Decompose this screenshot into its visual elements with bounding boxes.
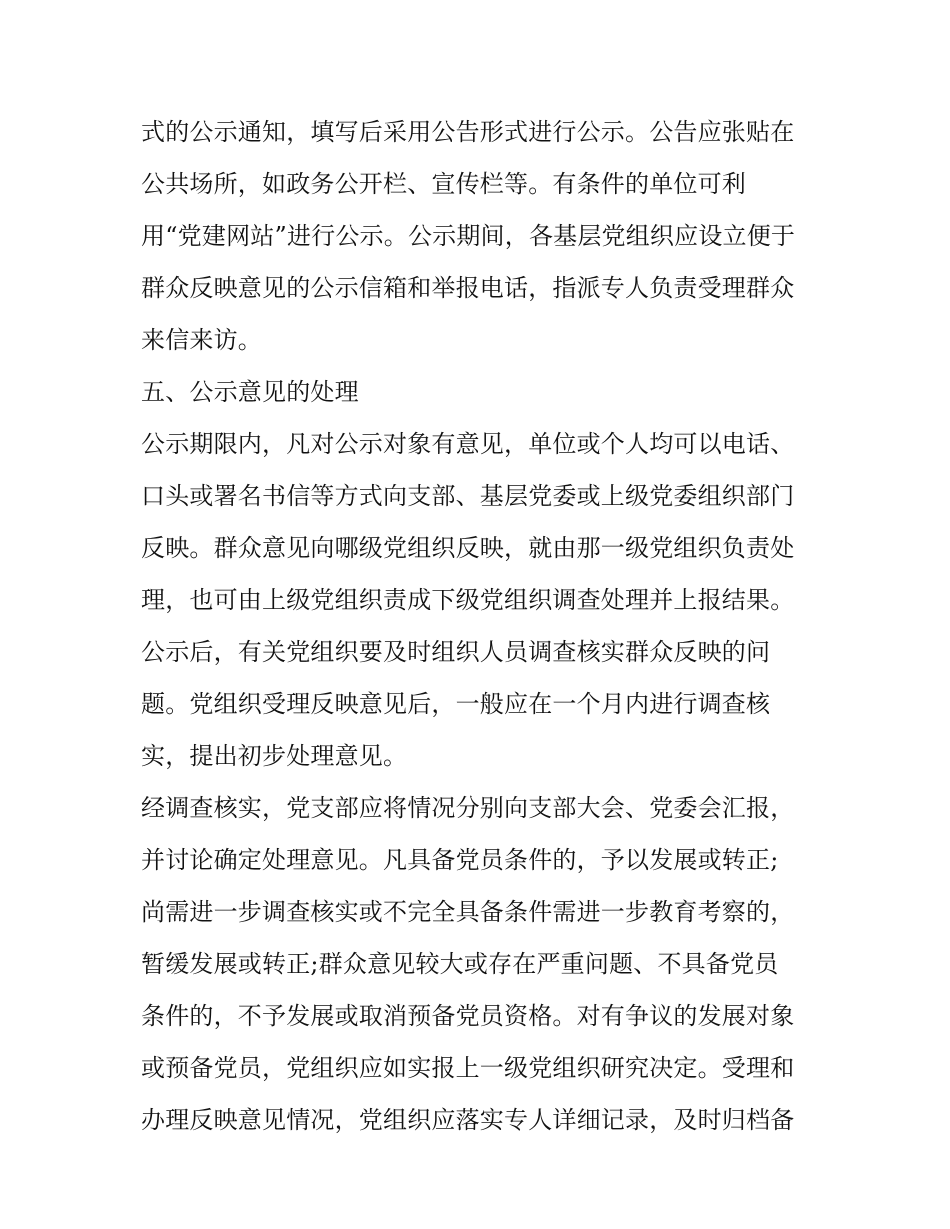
text-line: 暂缓发展或转正;群众意见较大或存在严重问题、不具备党员 (141, 950, 779, 978)
text-line: 口头或署名书信等方式向支部、基层党委或上级党委组织部门 (141, 482, 795, 510)
text-line: 公示后，有关党组织要及时组织人员调查核实群众反映的问 (141, 638, 771, 666)
text-line: 经调查核实，党支部应将情况分别向支部大会、党委会汇报， (141, 794, 795, 822)
text-line: 尚需进一步调查核实或不完全具备条件需进一步教育考察的， (141, 898, 795, 926)
text-line: 题。党组织受理反映意见后，一般应在一个月内进行调查核 (141, 690, 771, 718)
text-line: 办理反映意见情况，党组织应落实专人详细记录，及时归档备 (141, 1106, 795, 1134)
body-text (141, 106, 831, 1146)
text-line: 反映。群众意见向哪级党组织反映，就由那一级党组织负责处 (141, 534, 795, 562)
text-line: 公共场所，如政务公开栏、宣传栏等。有条件的单位可利 (141, 170, 746, 198)
text-line: 条件的，不予发展或取消预备党员资格。对有争议的发展对象 (141, 1002, 795, 1030)
text-line: 或预备党员，党组织应如实报上一级党组织研究决定。受理和 (141, 1054, 795, 1082)
text-line: 式的公示通知，填写后采用公告形式进行公示。公告应张贴在 (141, 118, 795, 146)
text-line: 公示期限内，凡对公示对象有意见，单位或个人均可以电话、 (141, 430, 795, 458)
text-line: 用“党建网站”进行公示。公示期间，各基层党组织应设立便于 (141, 222, 796, 250)
text-line: 来信来访。 (141, 326, 262, 354)
section-heading: 五、公示意见的处理 (141, 378, 359, 406)
text-line: 实，提出初步处理意见。 (141, 742, 408, 770)
text-line: 群众反映意见的公示信箱和举报电话，指派专人负责受理群众 (141, 274, 795, 302)
text-line: 理，也可由上级党组织责成下级党组织调查处理并上报结果。 (141, 586, 795, 614)
text-line: 并讨论确定处理意见。凡具备党员条件的，予以发展或转正; (141, 846, 779, 874)
